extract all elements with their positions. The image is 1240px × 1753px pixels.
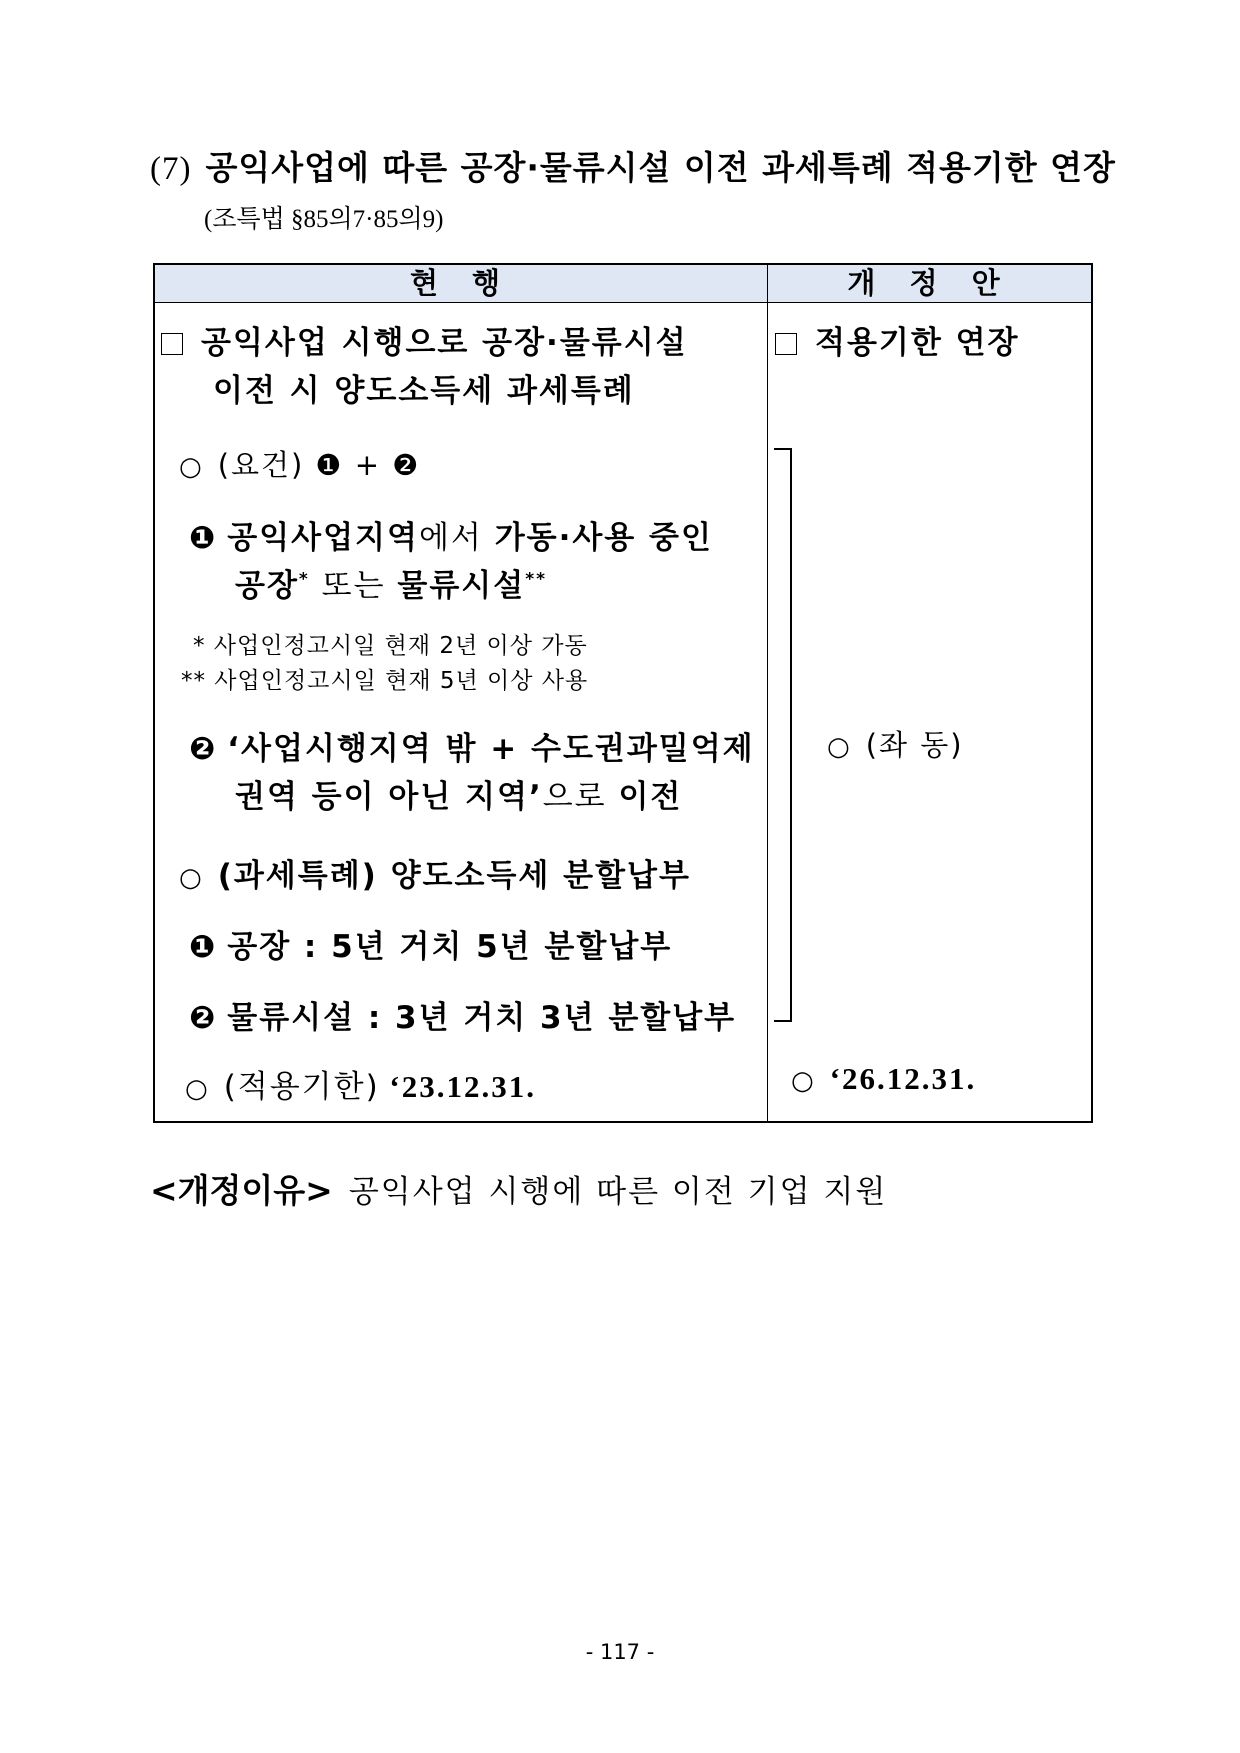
checkbox-square-icon (161, 333, 183, 355)
deadline-row: ○ (적용기한) ‘23.12.31. (185, 1069, 536, 1105)
column-divider (767, 265, 768, 1121)
requirement-row: ○ (요건) ❶ + ❷ (179, 448, 421, 482)
requirement-2-line1: ❷ ‘사업시행지역 밖 + 수도권과밀억제 (189, 731, 755, 767)
section-heading (150, 142, 1116, 189)
footnote-2: ** 사업인정고시일 현재 5년 이상 사용 (181, 668, 589, 694)
current-title-line2: 이전 시 양도소득세 과세특례 (213, 373, 635, 409)
reason-label: <개정이유> (150, 1171, 333, 1210)
special-1: ❶ 공장 : 5년 거치 5년 분할납부 (189, 929, 673, 965)
footnote-1: * 사업인정고시일 현재 2년 이상 가동 (193, 633, 588, 659)
law-reference: (조특법 §85의7·85의9) (204, 206, 444, 233)
section-title: 공익사업에 따른 공장·물류시설 이전 과세특례 적용기한 연장 (205, 148, 1116, 187)
current-title-line1: 공익사업 시행으로 공장·물류시설 (161, 317, 688, 362)
comparison-table (153, 263, 1093, 1123)
section-number: (7) (150, 151, 192, 187)
requirement-label: (요건) ❶ + ❷ (217, 448, 421, 482)
reason-text: 공익사업 시행에 따른 이전 기업 지원 (348, 1174, 888, 1210)
page-number: - 117 - (585, 1640, 655, 1664)
requirement-1-line2: 공장* 또는 물류시설** (235, 568, 547, 604)
proposed-deadline: ○ ‘26.12.31. (791, 1061, 977, 1096)
proposed-title: 적용기한 연장 (775, 317, 1019, 362)
special-row: ○ (과세특례) 양도소득세 분할납부 (179, 858, 691, 894)
amendment-reason (150, 1165, 887, 1212)
checkbox-square-icon (775, 333, 797, 355)
grouping-bracket (774, 448, 792, 1022)
table-header-row (155, 265, 1091, 303)
requirement-2-line2: 권역 등이 아닌 지역’으로 이전 (235, 779, 683, 815)
requirement-1-line1: ❶ 공익사업지역에서 가동·사용 중인 (189, 520, 713, 556)
header-proposed: 개 정 안 (847, 266, 1012, 300)
header-current: 현 행 (409, 266, 513, 300)
proposed-same: ○ (좌 동) (827, 728, 964, 762)
special-2: ❷ 물류시설 : 3년 거치 3년 분할납부 (189, 1000, 737, 1036)
